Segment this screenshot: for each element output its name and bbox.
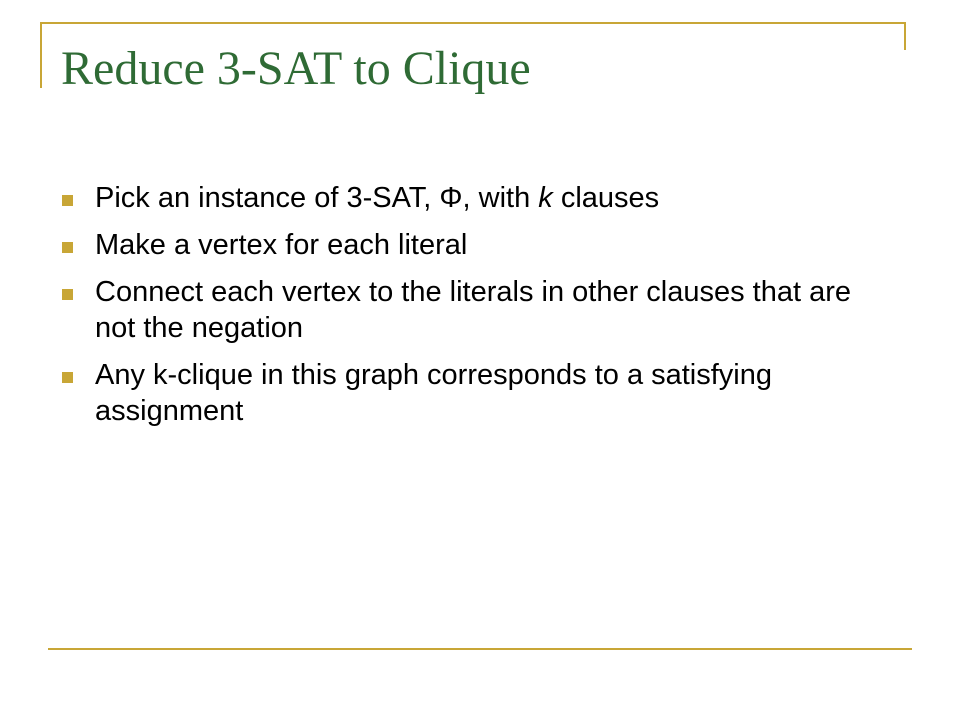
square-bullet-icon bbox=[62, 195, 73, 206]
square-bullet-icon bbox=[62, 242, 73, 253]
bullet-item bbox=[62, 274, 872, 346]
bullet-list bbox=[62, 180, 872, 440]
frame-bottom-line bbox=[48, 648, 912, 650]
frame-left-line bbox=[40, 22, 42, 88]
bullet-text: Make a vertex for each literal bbox=[95, 229, 468, 261]
square-bullet-icon bbox=[62, 289, 73, 300]
bullet-text: Connect each vertex to the literals in other clauses that are not the negation bbox=[95, 276, 852, 344]
bullet-item bbox=[62, 180, 872, 216]
bullet-item bbox=[62, 357, 872, 429]
slide-title: Reduce 3-SAT to Clique bbox=[61, 42, 531, 95]
bullet-text: Any k-clique in this graph corresponds to a satisfying assignment bbox=[95, 359, 773, 427]
frame-right-line bbox=[904, 22, 906, 50]
square-bullet-icon bbox=[62, 372, 73, 383]
frame-top-line bbox=[40, 22, 906, 24]
bullet-text: Pick an instance of 3-SAT, Φ, with k clauses bbox=[95, 182, 660, 214]
bullet-item bbox=[62, 227, 872, 263]
